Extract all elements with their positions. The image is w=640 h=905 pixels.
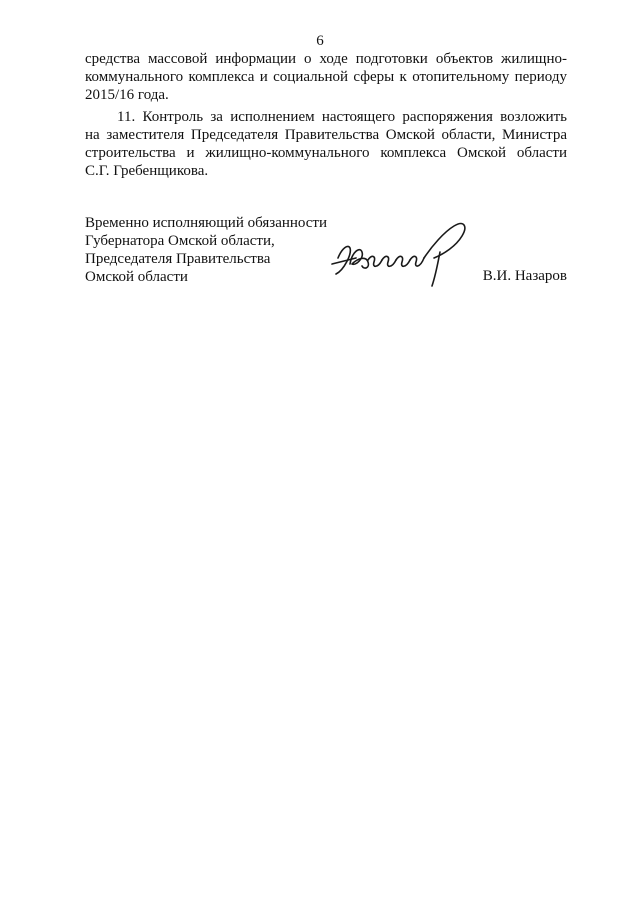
handwritten-signature-icon — [328, 218, 474, 290]
signatory-title-line: Омской области — [85, 269, 188, 285]
paragraph-line: на заместителя Председателя Правительства Омской области, Министра — [85, 127, 567, 143]
signatory-title — [85, 214, 327, 286]
paragraph-line: коммунального комплекса и социальной сферы к отопительному периоду — [85, 69, 567, 85]
paragraph-line: 2015/16 года. — [85, 87, 169, 103]
paragraph-item-11 — [85, 108, 567, 180]
paragraph-line: 11. Контроль за исполнением настоящего распоряжения возложить — [117, 109, 567, 125]
signatory-title-line: Председателя Правительства — [85, 251, 271, 267]
paragraph-line: строительства и жилищно-коммунального комплекса Омской области — [85, 145, 567, 161]
page-number: 6 — [316, 33, 324, 49]
paragraph-continuation — [85, 50, 567, 104]
paragraph-line: С.Г. Гребенщикова. — [85, 163, 209, 179]
signatory-title-line: Временно исполняющий обязанности — [85, 215, 328, 231]
paragraph-line: средства массовой информации о ходе подготовки объектов жилищно- — [85, 51, 567, 67]
signatory-title-line: Губернатора Омской области, — [85, 233, 275, 249]
signer-name: В.И. Назаров — [482, 268, 567, 284]
